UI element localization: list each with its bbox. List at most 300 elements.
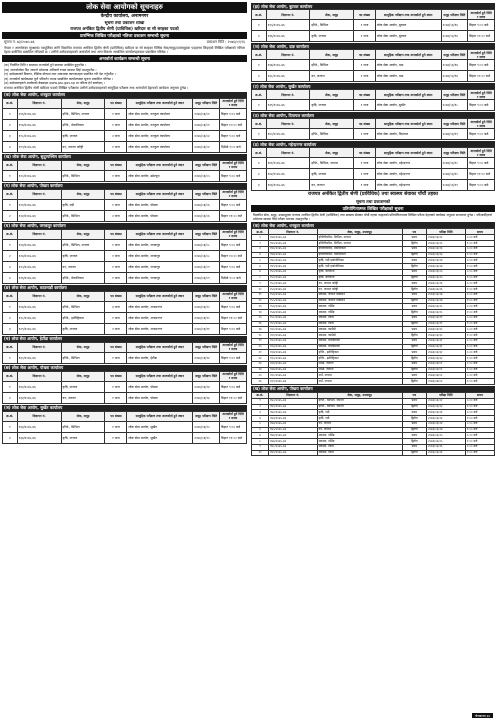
table-header-cell: अन्तर्वार्ता हुने मिति र समय (220, 291, 247, 301)
table-cell: इन्जि., मेकानिकल (61, 272, 105, 283)
exam-cell: १:०० बजे (465, 367, 494, 373)
table-header-cell: पद संख्या (105, 229, 127, 239)
table-cell: २०७६/०३/१० (193, 301, 220, 312)
exam-cell: २ (252, 241, 269, 247)
table-header-cell: अन्तर्वार्ता हुने मिति र समय (468, 119, 495, 129)
table-row (252, 129, 495, 140)
table-cell: लोक सेवा आयोग, बुटवल (375, 31, 441, 42)
table-cell: १३३/२०७५-७६ (17, 421, 61, 432)
exam-cell: २०७६/०३/२४ (426, 421, 465, 427)
table-header-cell: समूह परीक्षण मिति (441, 119, 468, 129)
table-header-cell: पद संख्या (354, 119, 376, 129)
table-cell: बिहान ९:०० बजे (468, 180, 495, 191)
exam-cell: १५३/२०७५-७६ (269, 287, 318, 293)
table-cell: लोक सेवा आयोग, धनकुटा कार्यालय (127, 130, 193, 141)
table-cell: बिहान ९:०० बजे (468, 100, 495, 111)
table-header-cell: पद संख्या (105, 189, 127, 199)
table-cell: १ (3, 108, 18, 119)
exam-cell: १३ (252, 304, 269, 310)
exam-cell: इन्जिनियरिङ, सिभिल, जनरल (317, 241, 402, 247)
section-subtitle: सूचना तथा प्रकाशन शाखा (104, 20, 145, 26)
table-cell: १ जना (354, 60, 376, 71)
table-cell: १ जना (354, 158, 376, 169)
left-office-tables (2, 92, 247, 444)
interview-table (2, 411, 247, 444)
table-cell: १२१/२०७५-७६ (17, 199, 61, 210)
table-cell: २०७६/०३/०१ (193, 119, 220, 130)
exam-cell: १७ (252, 327, 269, 333)
table-row (3, 301, 247, 312)
exam-cell: इन्जिनियरिङ, मेकानिकल (317, 246, 402, 252)
table-header-cell: अन्तर्वार्ता हुने मिति र समय (220, 189, 247, 199)
table-row (3, 272, 247, 283)
exam-cell: ८:०० बजे (465, 398, 494, 404)
table-cell: २०७६/०३/१२ (193, 352, 220, 363)
table-header-cell: सेवा, समूह (61, 189, 105, 199)
table-row (3, 261, 247, 272)
exam-cell: १५२/२०७५-७६ (269, 281, 318, 287)
exam-cell: २३ (252, 361, 269, 367)
table-cell: २०७६/०३/०६ (193, 199, 220, 210)
intro-paragraph: नेपाल र अन्तर्गतका सुरक्षाका पदपूर्तिका लागि विज्ञापित राजपत्र अनंकित द्वितीय श्रेणी (प्राविधिक) खरिदार वा सो सरहका विभिन्न सेवा/समूह/उपसमूहका पदहरुमा लिइएको लिखित परीक्षाको नतिजा देहाय बमोजिम प्रकाशित गरिएको छ । उत्तीर्ण उम्मेदवारहरुको अन्तर्वार्ता तथा अन्य विवरण सम्बन्धित कार्यालयहरुबाट प्रकाशित गरिनेछ । (4, 45, 245, 54)
table-cell: १३८/२०७५-७६ (266, 71, 310, 82)
table-header-cell: विज्ञापन नं. (17, 371, 61, 381)
exam-cell: १:०० बजे (465, 356, 494, 362)
exam-cell: २० (252, 344, 269, 350)
exam-cell: प्रथम (402, 433, 426, 439)
table-cell: २०७६/०३/०५ (193, 170, 220, 181)
table-row (3, 250, 247, 261)
exam-cell: १:०० बजे (465, 310, 494, 316)
table-cell: १२८/२०७५-७६ (17, 312, 61, 323)
exam-cell: द्वितीय (402, 427, 426, 433)
table-header-cell: सेवा, समूह (61, 342, 105, 352)
exam-cell: ८ (252, 275, 269, 281)
table-cell: २०७६/०३/०९ (193, 272, 220, 283)
table-cell: २ (3, 392, 18, 403)
right-office-tables (251, 3, 495, 191)
exam-cell: २०७६/०३/२३ (426, 246, 465, 252)
table-cell: १३०/२०७५-७६ (17, 352, 61, 363)
exam-cell: १९ (252, 338, 269, 344)
exam-cell: वन, जनरल फरेष्ट्री (317, 281, 402, 287)
exam-cell: १:०० बजे (465, 333, 494, 339)
table-cell: वन, जनरल (61, 392, 105, 403)
exam-cell: द्वितीय (402, 310, 426, 316)
table-cell: १ जना (105, 108, 127, 119)
exam-cell: २०७६/०३/३२ (426, 350, 465, 356)
exam-cell: १८ (252, 333, 269, 339)
exam-notice-bar: प्रतियोगितात्मक लिखित परीक्षाको सूचना (251, 205, 495, 212)
table-header-cell: समूह परीक्षण मिति (441, 148, 468, 158)
table-header-cell: सामूहिक परीक्षण तथा अन्तर्वार्ता हुने स्थान (375, 148, 441, 158)
table-header-cell: सामूहिक परीक्षण तथा अन्तर्वार्ता हुने स्थान (375, 10, 441, 20)
table-cell: २ जना (105, 323, 127, 334)
exam-cell: २०७६/०३/२३ (426, 252, 465, 258)
table-cell: बिहान ११:०० बजे (468, 71, 495, 82)
exam-cell: द्वितीय (402, 287, 426, 293)
table-header-cell: क्र.सं. (252, 148, 267, 158)
table-cell: १ (252, 158, 267, 169)
table-cell: बिहान ९:०० बजे (220, 130, 247, 141)
exam-cell: २०७६/०३/३१ (426, 338, 465, 344)
exam-cell: २०७६/०३/२२ (426, 241, 465, 247)
table-row (3, 199, 247, 210)
exam-cell: २०७६/०३/२९ (426, 321, 465, 327)
table-cell: लोक सेवा आयोग, अनामनगर (127, 323, 193, 334)
table-row (3, 210, 247, 221)
exam-cell: १:०० बजे (465, 298, 494, 304)
table-header-cell: क्र.सं. (3, 98, 18, 108)
exam-cell: द्वितीय (402, 356, 426, 362)
table-row (252, 100, 495, 111)
exam-row (252, 379, 495, 385)
table-cell: २०७६/०३/०८ (193, 250, 220, 261)
table-cell: २०७६/०३/०८ (193, 239, 220, 250)
table-cell: २०७६/०३/०९ (193, 261, 220, 272)
exam-cell: ६ (252, 427, 269, 433)
table-cell: बिहान ९:०० बजे (220, 421, 247, 432)
col-adv: विज्ञापन नं. (269, 392, 318, 398)
table-cell: २ (3, 312, 18, 323)
table-cell: २ (252, 31, 267, 42)
table-header-cell: पद संख्या (105, 342, 127, 352)
table-cell: लोक सेवा आयोग, पोखरा (127, 381, 193, 392)
table-cell: १ जना (105, 170, 127, 181)
table-cell: १ जना (105, 141, 127, 152)
table-cell: १ जना (354, 20, 376, 31)
table-header-cell: सामूहिक परीक्षण तथा अन्तर्वार्ता हुने स्थान (127, 291, 193, 301)
exam-cell: द्वितीय (402, 298, 426, 304)
table-cell: कृषि, जनरल (61, 130, 105, 141)
exam-cell: स्वास्थ्य, ल्याब (317, 315, 402, 321)
exam-cell: प्रथम (402, 444, 426, 450)
exam-cell: १५०/२०७५-७६ (269, 269, 318, 275)
exam-cell: १७५/२०७५-७६ (269, 427, 318, 433)
exam-cell: २०७६/०३/२९ (426, 315, 465, 321)
exam-cell: १५७/२०७५-७६ (269, 310, 318, 316)
notice-line: राजपत्र अनंकित द्वितीय श्रेणी (प्राविधिक) खरिदार वा सो सरहका पदको (70, 25, 179, 31)
table-cell: १३१/२०७५-७६ (17, 381, 61, 392)
exam-cell: २०७६/०३/२८ (426, 304, 465, 310)
exam-cell: १७९/२०७५-७६ (269, 450, 318, 456)
exam-cell: प्रथम (402, 304, 426, 310)
exam-cell: १४४/२०७५-७६ (269, 235, 318, 241)
exam-cell: ८:०० बजे (465, 292, 494, 298)
table-cell: १ (3, 381, 18, 392)
notice-number: सूचना नं. ७३/२०७५-७६ (4, 40, 35, 45)
table-cell: २ (3, 119, 18, 130)
exam-cell: २५ (252, 373, 269, 379)
table-cell: लोक सेवा आयोग, अनामनगर (127, 301, 193, 312)
table-cell: २०७६/०३/०२ (193, 141, 220, 152)
table-row (3, 312, 247, 323)
exam-cell: २०७६/०३/२५ (426, 269, 465, 275)
page-title: लोक सेवा आयोगको सूचनाहरु (2, 2, 247, 13)
table-cell: १ (252, 129, 267, 140)
table-row (3, 381, 247, 392)
exam-cell: २०७६/०३/२२ (426, 404, 465, 410)
exam-cell: इन्जिनियरिङ, सिभिल, जनरल (317, 235, 402, 241)
exam-cell: ११ (252, 292, 269, 298)
table-cell: १ जना (105, 239, 127, 250)
exam-cell: १७८/२०७५-७६ (269, 444, 318, 450)
exam-cell: २१ (252, 350, 269, 356)
table-header-cell: क्र.सं. (252, 10, 267, 20)
interview-table (2, 342, 247, 364)
exam-cell: ५ (252, 258, 269, 264)
table-cell: २ (252, 169, 267, 180)
table-header-cell: पद संख्या (354, 10, 376, 20)
exam-office-1: (क) लोक सेवा आयोग, धनकुटा कार्यालय (251, 222, 495, 228)
exam-table-1 (251, 228, 495, 385)
exam-cell: सर्भे, जनरल (317, 379, 402, 385)
exam-cell: १४६/२०७५-७६ (269, 246, 318, 252)
table-cell: ३ (3, 323, 18, 334)
exam-cell: शिक्षा, जनरल (317, 367, 402, 373)
table-header-cell: विज्ञापन नं. (17, 411, 61, 421)
table-cell: ३ (3, 261, 18, 272)
exam-cell: २०७६/०४/०२ (426, 373, 465, 379)
exam-cell: द्वितीय (402, 404, 426, 410)
interview-table (251, 147, 495, 191)
table-header-cell: सेवा, समूह (61, 291, 105, 301)
table-cell: २०७६/०३/०६ (193, 210, 220, 221)
exam-cell: सर्भे, जनरल (317, 373, 402, 379)
table-cell: १ (252, 20, 267, 31)
exam-cell: प्रथम (402, 361, 426, 367)
table-header-cell: सेवा, समूह (310, 119, 354, 129)
table-header-cell: अन्तर्वार्ता हुने मिति र समय (220, 160, 247, 170)
table-cell: १ जना (354, 71, 376, 82)
table-cell: लोक सेवा आयोग, अनामनगर (127, 312, 193, 323)
exam-cell: ८:०० बजे (465, 444, 494, 450)
table-cell: २ जना (105, 210, 127, 221)
exam-cell: १७०/२०७५-७६ (269, 398, 318, 404)
table-header-cell: अन्तर्वार्ता हुने मिति र समय (220, 371, 247, 381)
table-cell: १ जना (105, 312, 127, 323)
page-number: गोरखापत्र ६७ (472, 713, 493, 718)
table-header-cell: पद संख्या (105, 371, 127, 381)
table-cell: बिहान ११:०० बजे (468, 169, 495, 180)
exam-cell: इन्जि., सिभिल, जनरल (317, 404, 402, 410)
table-header-cell: समूह परीक्षण मिति (193, 371, 220, 381)
exam-cell: १४९/२०७५-७६ (269, 264, 318, 270)
exam-cell: १७४/२०७५-७६ (269, 421, 318, 427)
exam-cell: ९ (252, 444, 269, 450)
table-row (3, 141, 247, 152)
table-header-cell: विज्ञापन नं. (17, 229, 61, 239)
table-cell: २०७६/०३/१७ (441, 60, 468, 71)
interview-table (2, 98, 247, 153)
col-paper: पत्र (402, 229, 426, 235)
interview-table (2, 291, 247, 335)
exam-cell: कृषि, बागवानी (317, 275, 402, 281)
table-cell: इन्जि., सिभिल (61, 210, 105, 221)
table-cell: १ जना (105, 421, 127, 432)
table-cell: बिहान ११:०० बजे (220, 312, 247, 323)
table-header-cell: विज्ञापन नं. (266, 50, 310, 60)
exam-cell: १० (252, 450, 269, 456)
table-cell: २०७६/०३/१३ (193, 381, 220, 392)
table-cell: १ जना (105, 119, 127, 130)
table-header-cell: विज्ञापन नं. (266, 90, 310, 100)
table-header-cell: सेवा, समूह (61, 229, 105, 239)
exam-cell: स्वास्थ्य, नर्सिङ (317, 304, 402, 310)
exam-cell: ४ (252, 416, 269, 422)
exam-cell: प्रथम (402, 246, 426, 252)
exam-cell: इन्जि., इलेक्ट्रिकल (317, 356, 402, 362)
table-cell: २०७६/०३/१५ (193, 421, 220, 432)
table-row (252, 60, 495, 71)
note-item: (ङ) उम्मेदवारहरुले आयोगको वेबसाइट www.psc.gov.np मा नतिजा हेर्न सक्नेछन् । (4, 81, 105, 86)
table-header-cell: क्र.सं. (252, 90, 267, 100)
table-cell: लोक सेवा आयोग, डडेल्धुरा (127, 170, 193, 181)
table-header-cell: सामूहिक परीक्षण तथा अन्तर्वार्ता हुने स्थान (375, 50, 441, 60)
exam-cell: २०७६/०४/०२ (426, 379, 465, 385)
table-header-cell: समूह परीक्षण मिति (193, 411, 220, 421)
table-cell: बिहान ९:०० बजे (468, 158, 495, 169)
table-cell: १४३/२०७५-७६ (266, 180, 310, 191)
exam-cell: २०७६/०३/२६ (426, 287, 465, 293)
table-cell: ११९/२०७५-७६ (17, 141, 61, 152)
table-cell: १ जना (354, 169, 376, 180)
table-cell: २ (3, 210, 18, 221)
exam-cell: १४ (252, 310, 269, 316)
note-item: (घ) अन्तर्वार्ता कार्यक्रममा कुनै परिवर्तन भएमा सम्बन्धित कार्यालयबाट सूचना प्रकाशित गरिनेछ । (4, 76, 113, 81)
table-cell: १२९/२०७५-७६ (17, 323, 61, 334)
table-cell: लोक सेवा आयोग, जनकपुर (127, 239, 193, 250)
table-header-cell: अन्तर्वार्ता हुने मिति र समय (468, 50, 495, 60)
exam-cell: ८:०० बजे (465, 350, 494, 356)
exam-cell: स्वास्थ्य, ल्याब (317, 321, 402, 327)
exam-cell: कृषि, एग्री इकोनोमिक्स (317, 258, 402, 264)
notice-date: प्रकाशन मिति : २०७६/०२/१६ (206, 40, 245, 45)
table-cell: १२४/२०७५-७६ (17, 250, 61, 261)
exam-cell: प्रथम (402, 373, 426, 379)
exam-cell: २०७६/०३/३० (426, 333, 465, 339)
table-cell: ३ (3, 130, 18, 141)
office-heading: (ङ) लोक सेवा आयोग, काठमाडौं कार्यालय (2, 285, 247, 291)
table-cell: २ (252, 71, 267, 82)
exam-cell: १६६/२०७५-७६ (269, 361, 318, 367)
exam-cell: २२ (252, 356, 269, 362)
table-cell: २०७६/०३/०१ (193, 108, 220, 119)
table-header-cell: सामूहिक परीक्षण तथा अन्तर्वार्ता हुने स्थान (127, 411, 193, 421)
exam-cell: १७१/२०७५-७६ (269, 404, 318, 410)
table-cell: बिहान ९:०० बजे (220, 323, 247, 334)
col-sn: क्र.सं. (252, 392, 269, 398)
table-row (252, 20, 495, 31)
table-cell: १२३/२०७५-७६ (17, 239, 61, 250)
table-header-cell: सामूहिक परीक्षण तथा अन्तर्वार्ता हुने स्थान (127, 160, 193, 170)
table-cell: १२६/२०७५-७६ (17, 272, 61, 283)
office-heading: (ज) लोक सेवा आयोग, सुर्खेत कार्यालय (2, 405, 247, 411)
exam-cell: १६८/२०७५-७६ (269, 373, 318, 379)
table-row (252, 180, 495, 191)
exam-cell: ८:०० बजे (465, 327, 494, 333)
exam-cell: १६३/२०७५-७६ (269, 344, 318, 350)
exam-cell: २०७६/०३/३१ (426, 344, 465, 350)
table-cell: बिहान ११:०० बजे (220, 210, 247, 221)
table-cell: दिउँसो १:०० बजे (220, 272, 247, 283)
exam-cell: १२ (252, 298, 269, 304)
exam-cell: १६५/२०७५-७६ (269, 356, 318, 362)
table-header-cell: अन्तर्वार्ता हुने मिति र समय (220, 411, 247, 421)
table-cell: १ जना (105, 261, 127, 272)
office-heading: (झ) लोक सेवा आयोग, बुटवल कार्यालय (251, 3, 495, 9)
table-cell: १३७/२०७५-७६ (266, 60, 310, 71)
exam-cell: २६ (252, 379, 269, 385)
table-cell: लोक सेवा आयोग, धनकुटा कार्यालय (127, 108, 193, 119)
table-cell: २०७६/०३/१६ (441, 20, 468, 31)
exam-cell: प्रथम (402, 410, 426, 416)
exam-cell: १:०० बजे (465, 439, 494, 445)
table-cell: २०७६/०३/१६ (441, 31, 468, 42)
exam-cell: २०७६/०३/२६ (426, 450, 465, 456)
table-cell: वन, जनरल (61, 261, 105, 272)
table-cell: लोक सेवा आयोग, बुटवल (375, 20, 441, 31)
office-heading: (ड) लोक सेवा आयोग, महेन्द्रनगर कार्यालय (251, 141, 495, 147)
note-item: (ग) उम्मेदवारको विवरण, शैक्षिक योग्यता तथा आवश्यक कागजातहरु प्रमाणित गरी पेश गर्नुपर्नेछ । (4, 72, 116, 77)
table-header-cell: सामूहिक परीक्षण तथा अन्तर्वार्ता हुने स्थान (127, 342, 193, 352)
exam-cell: १७६/२०७५-७६ (269, 433, 318, 439)
exam-cell: वन, जनरल (317, 427, 402, 433)
col-adv: विज्ञापन नं. (269, 229, 318, 235)
table-header-cell: क्र.सं. (3, 371, 18, 381)
exam-cell: १:०० बजे (465, 379, 494, 385)
table-cell: १ जना (105, 199, 127, 210)
exam-cell: प्रथम (402, 315, 426, 321)
table-cell: १ (3, 170, 18, 181)
exam-cell: इन्जि., सिभिल, जनरल (317, 398, 402, 404)
exam-cell: १६९/२०७५-७६ (269, 379, 318, 385)
exam-cell: स्वास्थ्य, ल्याब (317, 444, 402, 450)
exam-cell: द्वितीय (402, 416, 426, 422)
exam-cell: स्वास्थ्य, फार्मेसी (317, 333, 402, 339)
interview-table (2, 189, 247, 222)
exam-table-2 (251, 392, 495, 457)
table-cell: लोक सेवा आयोग, हेटौंडा (127, 352, 193, 363)
table-cell: १ जना (105, 352, 127, 363)
exam-cell: २०७६/०३/३२ (426, 356, 465, 362)
table-header-cell: क्र.सं. (3, 160, 18, 170)
note-item: (ख) अन्तर्वार्ताका दिन आफ्नो प्रवेशपत्र अनिवार्य रुपमा साथमा लिई आउनुपर्नेछ । (4, 67, 97, 72)
table-header-cell: क्र.सं. (252, 119, 267, 129)
table-cell: लोक सेवा आयोग, जनकपुर (127, 250, 193, 261)
table-header-cell: विज्ञापन नं. (17, 189, 61, 199)
table-header-cell: समूह परीक्षण मिति (193, 229, 220, 239)
table-header-cell: पद संख्या (105, 98, 127, 108)
table-cell: १ (3, 352, 18, 363)
exam-cell: २०७६/०३/२५ (426, 275, 465, 281)
table-cell: कृषि, जनरल (61, 381, 105, 392)
table-cell: लोक सेवा आयोग, जनकपुर (127, 261, 193, 272)
table-cell: बिहान ९:०० बजे (220, 261, 247, 272)
exam-intro: विज्ञापित सेवा, समूह, उपसमूहका राजपत्र अनंकित द्वितीय श्रेणी (प्राविधिक) तथा स्वास्थ्य सेवाका पाँचौं तहका पदहरुको प्रतियोगितात्मक लिखित परीक्षा देहायको कार्यक्रम अनुसार सञ्चालन हुनेछ । परीक्षार्थीहरुले प्रवेशपत्र साथमा लिई परीक्षा भवनमा आउनुपर्नेछ । (253, 213, 492, 222)
office-heading: केन्द्रीय कार्यालय, अनामनगर (100, 13, 149, 19)
exam-notice-subtitle: सूचना तथा प्रकाशनको (355, 198, 391, 204)
exam-cell: १:०० बजे (465, 275, 494, 281)
col-paper: पत्र (402, 392, 426, 398)
exam-cell: प्रथम (402, 338, 426, 344)
exam-cell: १ (252, 398, 269, 404)
exam-cell: स्वास्थ्य, जनरल मेडिसिन (317, 292, 402, 298)
office-heading: (घ) लोक सेवा आयोग, जनकपुर कार्यालय (2, 223, 247, 229)
exam-cell: ४ (252, 252, 269, 258)
col-service: सेवा, समूह, उपसमूह (317, 229, 402, 235)
exam-cell: १:०० बजे (465, 252, 494, 258)
